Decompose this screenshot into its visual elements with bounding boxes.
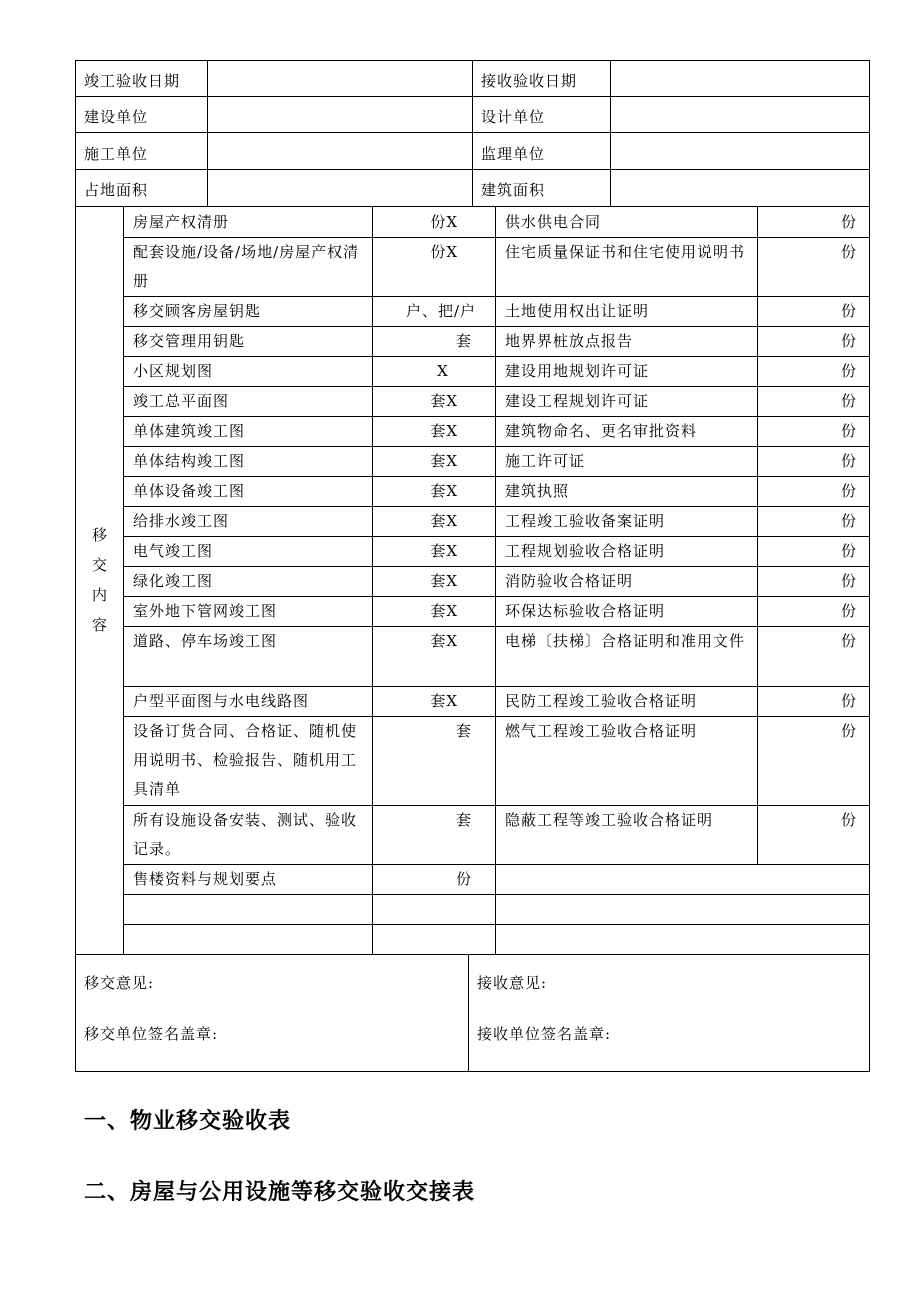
item-unit2: 份: [840, 542, 857, 560]
item-doc: 单体建筑竣工图: [133, 422, 246, 440]
supervision-unit-label: 监理单位: [481, 145, 546, 163]
rule: [75, 954, 870, 955]
receive-sign-label: 接收单位签名盖章:: [477, 1025, 612, 1043]
rule: [123, 296, 870, 297]
rule: [123, 626, 870, 627]
receive-opinion-label: 接收意见:: [477, 974, 548, 992]
item-doc2: 工程竣工验收备案证明: [505, 512, 666, 530]
builder-unit-label: 施工单位: [84, 145, 149, 163]
item-unit2: 份: [840, 213, 857, 231]
rule: [468, 954, 469, 1072]
item-doc: 室外地下管网竣工图: [133, 602, 278, 620]
rule: [123, 596, 870, 597]
item-unit2: 份: [840, 482, 857, 500]
item-doc2: 地界界桩放点报告: [505, 332, 634, 350]
building-area-label: 建筑面积: [481, 181, 546, 199]
item-doc2: 电梯〔扶梯〕合格证明和准用文件: [505, 632, 746, 650]
item-doc2: 建筑执照: [505, 482, 570, 500]
transfer-opinion-label: 移交意见:: [84, 974, 155, 992]
item-doc: 所有设施设备安装、测试、验收记录。: [133, 811, 358, 858]
item-doc2: 建筑物命名、更名审批资料: [505, 422, 698, 440]
item-doc2: 建设工程规划许可证: [505, 392, 650, 410]
item-doc: 小区规划图: [133, 362, 214, 380]
item-unit: 套: [455, 722, 472, 740]
item-unit: 套X: [430, 602, 458, 620]
item-doc2: 燃气工程竣工验收合格证明: [505, 722, 698, 740]
item-unit2: 份: [840, 392, 857, 410]
rule: [372, 206, 373, 954]
rule: [123, 356, 870, 357]
item-unit: 套X: [430, 692, 458, 710]
item-unit2: 份: [840, 572, 857, 590]
item-unit: 套X: [430, 482, 458, 500]
item-unit2: 份: [840, 302, 857, 320]
design-unit-label: 设计单位: [481, 108, 546, 126]
rule: [123, 894, 870, 895]
rule: [610, 60, 611, 206]
item-unit: 套X: [430, 512, 458, 530]
completion-date-label: 竣工验收日期: [84, 72, 181, 90]
item-doc: 绿化竣工图: [133, 572, 214, 590]
rule: [123, 416, 870, 417]
rule: [123, 206, 124, 954]
item-unit2: 份: [840, 512, 857, 530]
item-unit: 户、把/户: [405, 302, 476, 320]
item-doc: 售楼资料与规划要点: [133, 870, 278, 888]
item-unit: 套X: [430, 572, 458, 590]
item-unit: 套X: [430, 632, 458, 650]
item-unit2: 份: [840, 362, 857, 380]
item-unit: 套X: [430, 392, 458, 410]
item-doc2: 施工许可证: [505, 452, 586, 470]
item-doc2: 消防验收合格证明: [505, 572, 634, 590]
item-doc: 配套设施/设备/场地/房屋产权清册: [133, 243, 360, 290]
item-unit2: 份: [840, 811, 857, 829]
item-doc2: 工程规划验收合格证明: [505, 542, 666, 560]
item-doc: 道路、停车场竣工图: [133, 632, 278, 650]
rule: [123, 446, 870, 447]
item-doc2: 土地使用权出让证明: [505, 302, 650, 320]
item-doc2: 供水供电合同: [505, 213, 602, 231]
item-doc: 户型平面图与水电线路图: [133, 692, 310, 710]
item-doc: 移交管理用钥匙: [133, 332, 246, 350]
rule: [123, 506, 870, 507]
item-unit: 份X: [430, 243, 458, 261]
rule: [207, 60, 208, 206]
item-doc: 给排水竣工图: [133, 512, 230, 530]
rule: [757, 206, 758, 864]
item-doc: 移交顾客房屋钥匙: [133, 302, 262, 320]
item-doc: 单体结构竣工图: [133, 452, 246, 470]
rule: [123, 386, 870, 387]
item-doc: 电气竣工图: [133, 542, 214, 560]
item-unit2: 份: [840, 692, 857, 710]
item-unit: 套: [455, 811, 472, 829]
item-unit2: 份: [840, 452, 857, 470]
rule: [123, 566, 870, 567]
item-unit: 套X: [430, 452, 458, 470]
item-unit: 套X: [430, 422, 458, 440]
item-unit2: 份: [840, 422, 857, 440]
item-doc: 设备订货合同、合格证、随机使用说明书、检验报告、随机用工具清单: [133, 722, 358, 798]
item-unit: X: [437, 362, 449, 380]
rule: [123, 686, 870, 687]
rule: [75, 206, 870, 207]
rule: [495, 206, 496, 954]
rule: [472, 60, 473, 206]
item-doc: 竣工总平面图: [133, 392, 230, 410]
rule: [123, 924, 870, 925]
item-unit: 份: [455, 870, 472, 888]
construction-unit-label: 建设单位: [84, 108, 149, 126]
item-doc: 房屋产权清册: [133, 213, 230, 231]
item-unit: 份X: [430, 213, 458, 231]
item-doc2: 隐蔽工程等竣工验收合格证明: [505, 811, 714, 829]
heading-2: 二、房屋与公用设施等移交验收交接表: [84, 1180, 476, 1205]
receipt-date-label: 接收验收日期: [481, 72, 578, 90]
item-unit2: 份: [840, 632, 857, 650]
transfer-sign-label: 移交单位签名盖章:: [84, 1025, 219, 1043]
item-doc2: 住宅质量保证书和住宅使用说明书: [505, 243, 746, 261]
item-unit2: 份: [840, 722, 857, 740]
item-unit: 套X: [430, 542, 458, 560]
item-doc: 单体设备竣工图: [133, 482, 246, 500]
rule: [123, 326, 870, 327]
item-unit: 套: [455, 332, 472, 350]
heading-1: 一、物业移交验收表: [84, 1109, 292, 1134]
item-unit2: 份: [840, 332, 857, 350]
section-label: 移交内容: [91, 526, 107, 634]
rule: [123, 476, 870, 477]
item-unit2: 份: [840, 602, 857, 620]
rule: [75, 1071, 870, 1072]
rule: [123, 864, 870, 865]
item-doc2: 环保达标验收合格证明: [505, 602, 666, 620]
item-doc2: 民防工程竣工验收合格证明: [505, 692, 698, 710]
land-area-label: 占地面积: [84, 181, 149, 199]
item-doc2: 建设用地规划许可证: [505, 362, 650, 380]
rule: [123, 536, 870, 537]
item-unit2: 份: [840, 243, 857, 261]
